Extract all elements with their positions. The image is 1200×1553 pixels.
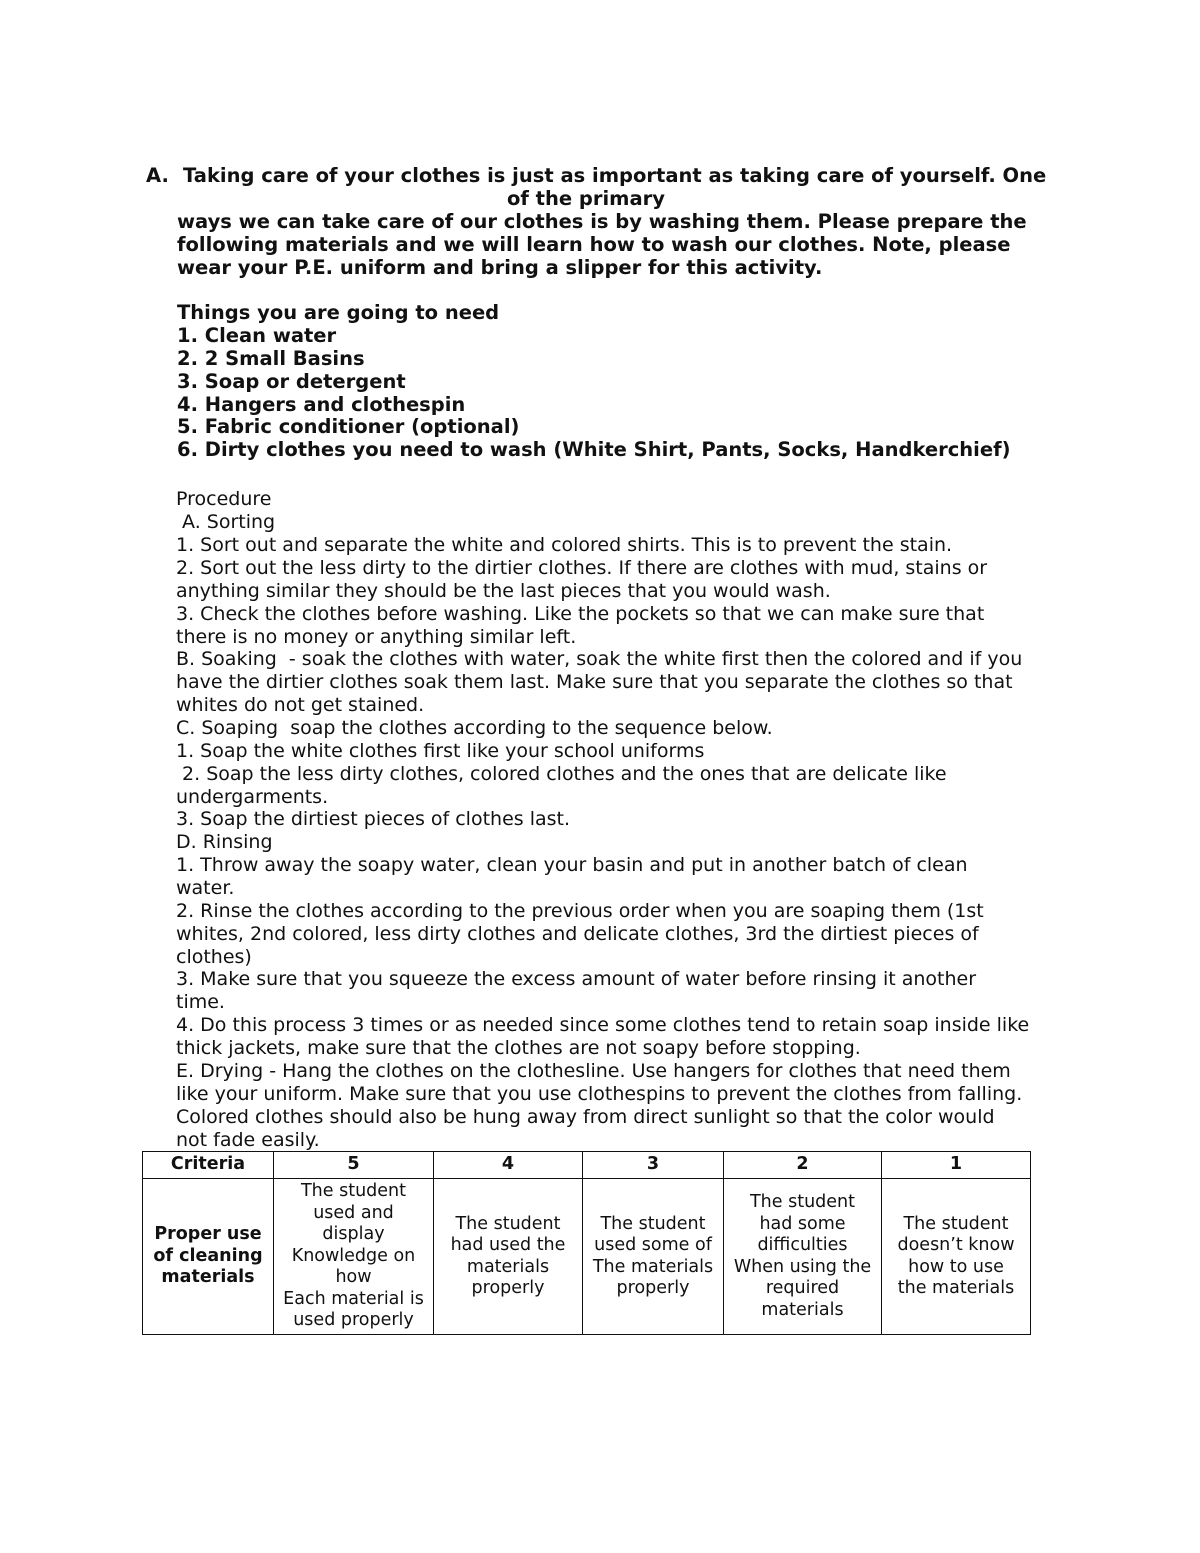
procedure-line: thick jackets, make sure that the clothes are not soapy before stopping.	[176, 1037, 861, 1059]
procedure-line: like your uniform. Make sure that you use clothespins to prevent the clothes from falling.	[176, 1083, 1023, 1105]
procedure-line: there is no money or anything similar left.	[176, 626, 577, 648]
materials-item: 6. Dirty clothes you need to wash (White Shirt, Pants, Socks, Handkerchief)	[177, 438, 1011, 461]
procedure-line: 4. Do this process 3 times or as needed since some clothes tend to retain soap inside like	[176, 1014, 1030, 1036]
procedure-line: 1. Sort out and separate the white and colored shirts. This is to prevent the stain.	[176, 534, 953, 556]
procedure-line: whites do not get stained.	[176, 694, 425, 716]
rubric-cell-score-2: The student had some difficulties When using the required materials	[724, 1179, 882, 1335]
rubric-cell-score-1: The student doesn’t know how to use the materials	[882, 1179, 1031, 1335]
procedure-line: whites, 2nd colored, less dirty clothes and delicate clothes, 3rd the dirtiest pieces of	[176, 923, 979, 945]
procedure-line: not fade easily.	[176, 1129, 320, 1151]
materials-item: 2. 2 Small Basins	[177, 347, 365, 370]
procedure-line: 1. Soap the white clothes first like your school uniforms	[176, 740, 705, 762]
rubric-cell-score-5: The student used and display Knowledge on how Each material is used properly	[274, 1179, 434, 1335]
rubric-row	[143, 1179, 1031, 1335]
intro-line-4: following materials and we will learn how to wash our clothes. Note, please	[177, 233, 1011, 256]
procedure-line: D. Rinsing	[176, 831, 273, 853]
rubric-cell-score-3: The student used some of The materials properly	[583, 1179, 724, 1335]
procedure-line: 2. Soap the less dirty clothes, colored clothes and the ones that are delicate like	[176, 763, 947, 785]
procedure-line: 1. Throw away the soapy water, clean your basin and put in another batch of clean	[176, 854, 968, 876]
procedure-line: have the dirtier clothes soak them last. Make sure that you separate the clothes so that	[176, 671, 1013, 693]
materials-item: 3. Soap or detergent	[177, 370, 406, 393]
rubric-header-score-2: 2	[724, 1152, 882, 1179]
procedure-line: B. Soaking - soak the clothes with water, soak the white first then the colored and if you	[176, 648, 1023, 670]
rubric-table	[142, 1151, 1031, 1335]
materials-item: 1. Clean water	[177, 324, 337, 347]
rubric-criterion: Proper use of cleaning materials	[143, 1179, 274, 1335]
procedure-line: 2. Sort out the less dirty to the dirtier clothes. If there are clothes with mud, stains or	[176, 557, 988, 579]
rubric-header-score-1: 1	[882, 1152, 1031, 1179]
procedure-line: E. Drying - Hang the clothes on the clothesline. Use hangers for clothes that need them	[176, 1060, 1011, 1082]
rubric-header-criteria: Criteria	[143, 1152, 274, 1179]
rubric-header-score-4: 4	[434, 1152, 583, 1179]
procedure-line: C. Soaping soap the clothes according to the sequence below.	[176, 717, 773, 739]
intro-line-2: of the primary	[507, 187, 665, 210]
rubric-cell-score-4: The student had used the materials properly	[434, 1179, 583, 1335]
procedure-line: anything similar they should be the last pieces that you would wash.	[176, 580, 831, 602]
materials-heading: Things you are going to need	[177, 301, 500, 324]
procedure-heading: Procedure	[176, 488, 272, 510]
procedure-line: 3. Check the clothes before washing. Like the pockets so that we can make sure that	[176, 603, 985, 625]
procedure-line: 2. Rinse the clothes according to the previous order when you are soaping them (1st	[176, 900, 984, 922]
procedure-line: Colored clothes should also be hung away from direct sunlight so that the color would	[176, 1106, 995, 1128]
rubric-header-row	[143, 1152, 1031, 1179]
intro-marker: A.	[146, 164, 169, 187]
procedure-line: time.	[176, 991, 225, 1013]
materials-item: 4. Hangers and clothespin	[177, 393, 466, 416]
intro-line-1: Taking care of your clothes is just as important as taking care of yourself. One	[183, 164, 1047, 187]
rubric-header-score-5: 5	[274, 1152, 434, 1179]
procedure-line: 3. Make sure that you squeeze the excess amount of water before rinsing it another	[176, 968, 977, 990]
procedure-line: water.	[176, 877, 235, 899]
materials-item: 5. Fabric conditioner (optional)	[177, 415, 520, 438]
procedure-line: A. Sorting	[176, 511, 276, 533]
procedure-line: undergarments.	[176, 786, 329, 808]
rubric-header-score-3: 3	[583, 1152, 724, 1179]
intro-line-3: ways we can take care of our clothes is by washing them. Please prepare the	[177, 210, 1027, 233]
procedure-line: 3. Soap the dirtiest pieces of clothes last.	[176, 808, 571, 830]
procedure-line: clothes)	[176, 946, 252, 968]
intro-line-5: wear your P.E. uniform and bring a slipper for this activity.	[177, 256, 823, 279]
